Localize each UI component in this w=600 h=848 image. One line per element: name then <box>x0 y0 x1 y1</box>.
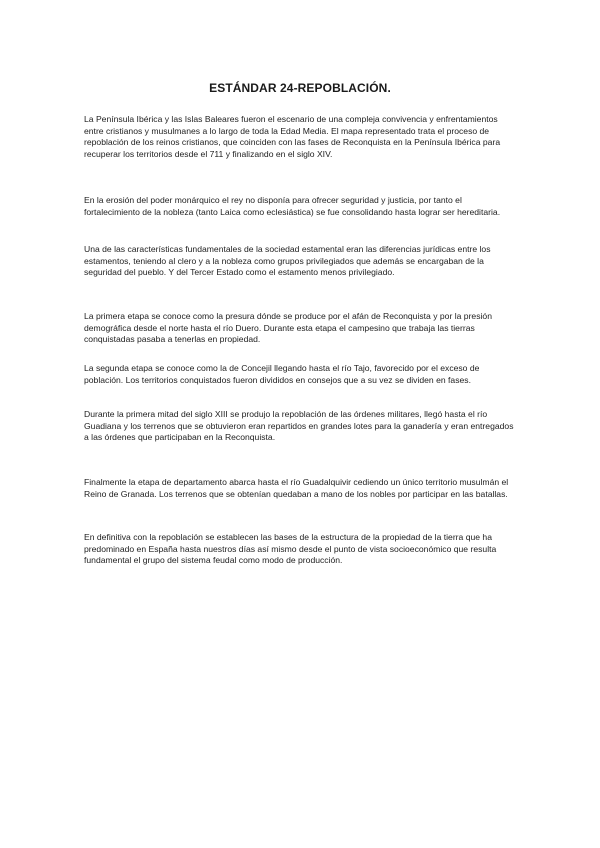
paragraph-second-stage: La segunda etapa se conoce como la de Concejil llegando hasta el río Tajo, favorecido por el exceso de población. Los territorios conquistados fueron divididos en consejos que a su vez se dividen en fases. <box>84 363 480 385</box>
document-title: ESTÁNDAR 24-REPOBLACIÓN. <box>209 81 391 95</box>
paragraph-first-stage: La primera etapa se conoce como la presura dónde se produce por el afán de Reconquista y por la presión demográfica desde el norte hasta el río Duero. Durante esta etapa el campesino que trabaja las tierras conquistadas pasaba a tenerlas en propiedad. <box>84 311 492 345</box>
paragraph-estates-society: Una de las características fundamentales de la sociedad estamental eran las diferencias jurídicas entre los estamentos, teniendo al clero y a la nobleza como grupos privilegiados que además se encargaban de la seguridad del pueblo. Y del Tercer Estado como el estamento menos privilegiado. <box>84 244 491 278</box>
paragraph-final-stage: Finalmente la etapa de departamento abarca hasta el río Guadalquivir cediendo un único territorio musulmán el Reino de Granada. Los terrenos que se obtenían quedaban a mano de los nobles por participar en las batallas. <box>84 477 509 499</box>
paragraph-introduction: La Península Ibérica y las Islas Baleares fueron el escenario de una compleja convivencia y enfrentamientos entre cristianos y musulmanes a lo largo de toda la Edad Media. El mapa representado trata el proceso de repoblación de los reinos cristianos, que coinciden con las fases de Reconquista en la Península Ibérica para recuperar los territorios desde el 711 y finalizando en el siglo XIV. <box>84 114 501 159</box>
paragraph-conclusion: En definitiva con la repoblación se establecen las bases de la estructura de la propiedad de la tierra que ha predominado en España hasta nuestros días así mismo desde el punto de vista socioeconómico que resulta fundamental el grupo del sistema feudal como modo de producción. <box>84 532 497 566</box>
paragraph-nobility: En la erosión del poder monárquico el rey no disponía para ofrecer seguridad y justicia, por tanto el fortalecimiento de la nobleza (tanto Laica como eclesiástica) se fue consolidando hasta lograr ser hereditaria. <box>84 195 501 217</box>
paragraph-military-orders: Durante la primera mitad del siglo XIII se produjo la repoblación de las órdenes militares, llegó hasta el río Guadiana y los terrenos que se obtuvieron eran repartidos en grandes lotes para la ganadería y eran entregados a las órdenes que participaban en la Reconquista. <box>84 409 514 443</box>
